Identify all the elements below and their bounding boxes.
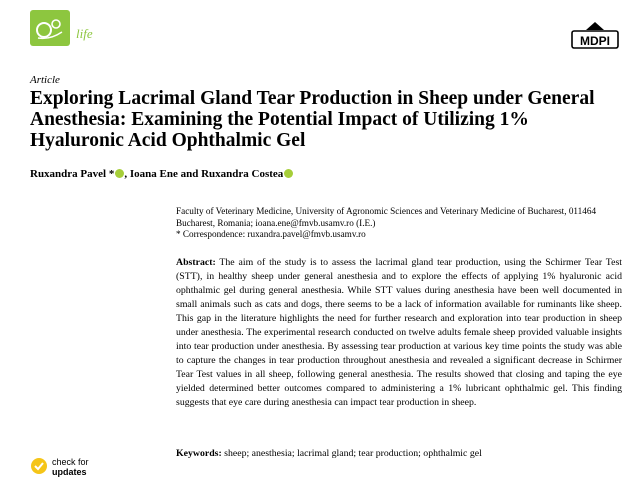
check-for-updates-badge[interactable] (30, 455, 100, 475)
updates-label (52, 457, 89, 477)
keywords-label: Keywords: (176, 448, 222, 459)
author-separator: , (124, 168, 130, 180)
corresponding-mark: * (106, 168, 115, 180)
mdpi-logo-icon (570, 20, 620, 50)
keywords-text: sheep; anesthesia; lacrimal gland; tear production; ophthalmic gel (224, 448, 482, 459)
article-title: Exploring Lacrimal Gland Tear Production in Sheep under General Anesthesia: Examining the Potential Impact of Utilizing 1% Hyaluronic Acid Ophthalmic Gel (30, 88, 595, 151)
keywords (176, 447, 622, 461)
check-for-updates-icon (30, 457, 48, 475)
author-name: Ruxandra Pavel (30, 168, 107, 180)
affiliation-text: Faculty of Veterinary Medicine, University of Agronomic Sciences and Veterinary Medicine of Bucharest, 011464 Bucharest, Romania; ioana.ene@fmvb.usamv.ro (I.E.) (176, 206, 597, 228)
article-type: Article (30, 74, 60, 86)
life-journal-logo-icon (30, 10, 70, 46)
orcid-icon[interactable] (284, 169, 293, 178)
author-name: Ioana Ene and Ruxandra Costea (129, 168, 284, 180)
journal-name: life (76, 26, 93, 41)
abstract-label: Abstract: (176, 257, 216, 268)
publisher-name: MDPI (580, 34, 610, 48)
abstract-text: The aim of the study is to assess the lacrimal gland tear production, using the Schirmer Tear Test (STT), in healthy sheep under general anesthesia and to explore the effects of applying 1% hyaluronic acid ophthalmic gel during general anesthesia. While STT values during anesthesia have been well documented in small animals such as cats and dogs, there seems to be a lack of information available for ruminants like sheep. This gap in the literature highlights the need for further research and exploration into tear production in sheep under anesthesia. The experimental research conducted on twelve adults female sheep provided valuable insights into tear production under anesthesia. By assessing tear production at various key time points the study was able to capture the changes in tear production throughout anesthesia and revealed a significant decrease in Schirmer Tear Test values in all sheep, following general anesthesia. The results showed that closing and taping the eye yielded determined better outcomes compared to administering a 1% lubricant ophthalmic gel. This finding suggests that eye care during anesthesia can impact tear production in sheep. (176, 257, 622, 408)
abstract (176, 256, 622, 410)
author-list (30, 168, 293, 180)
affiliation-block (176, 206, 616, 241)
updates-line-2: updates (52, 467, 87, 477)
updates-line-1: check for (52, 457, 89, 467)
orcid-icon[interactable] (115, 169, 124, 178)
correspondence-text: * Correspondence: ruxandra.pavel@fmvb.usamv.ro (176, 229, 366, 239)
